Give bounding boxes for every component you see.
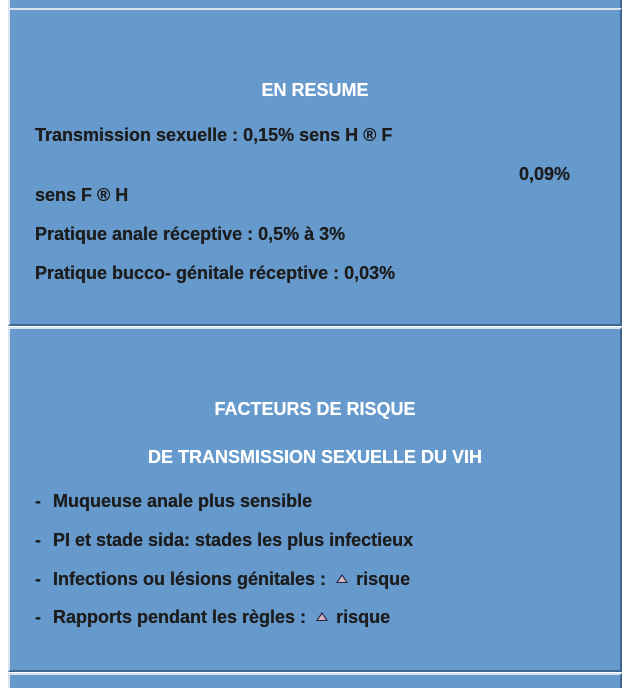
- list-bullet: -: [35, 607, 41, 627]
- list-bullet: -: [35, 530, 41, 550]
- list-bullet: -: [35, 569, 41, 589]
- list-item-text: Muqueuse anale plus sensible: [53, 491, 313, 511]
- list-item-suffix: risque: [336, 607, 391, 627]
- resume-line-transmission: Transmission sexuelle : 0,15% sens H ® F: [35, 125, 393, 145]
- resume-line-bucco: Pratique bucco- génitale réceptive : 0,03%: [35, 263, 396, 283]
- list-item: [35, 530, 413, 551]
- facteurs-title-2: DE TRANSMISSION SEXUELLE DU VIH: [147, 447, 483, 467]
- list-item: [35, 607, 390, 628]
- list-item-text: PI et stade sida: stades les plus infectieux: [53, 530, 414, 550]
- next-panel-edge: [8, 673, 622, 688]
- list-bullet: -: [35, 491, 41, 511]
- resume-line-anale: Pratique anale réceptive : 0,5% à 3%: [35, 224, 346, 244]
- resume-title: EN RESUME: [261, 80, 369, 100]
- list-item-suffix: risque: [356, 569, 411, 589]
- triangle-up-icon: [336, 574, 348, 583]
- list-item: [35, 569, 410, 590]
- resume-line-sens: sens F ® H: [35, 185, 129, 205]
- resume-panel: [8, 8, 622, 326]
- resume-value-right: 0,09%: [519, 164, 571, 184]
- triangle-up-icon: [316, 612, 328, 621]
- list-item: [35, 491, 312, 512]
- list-item-text: Rapports pendant les règles :: [53, 607, 307, 627]
- facteurs-panel: [8, 327, 622, 672]
- facteurs-title-1: FACTEURS DE RISQUE: [214, 399, 416, 419]
- list-item-text: Infections ou lésions génitales :: [53, 569, 327, 589]
